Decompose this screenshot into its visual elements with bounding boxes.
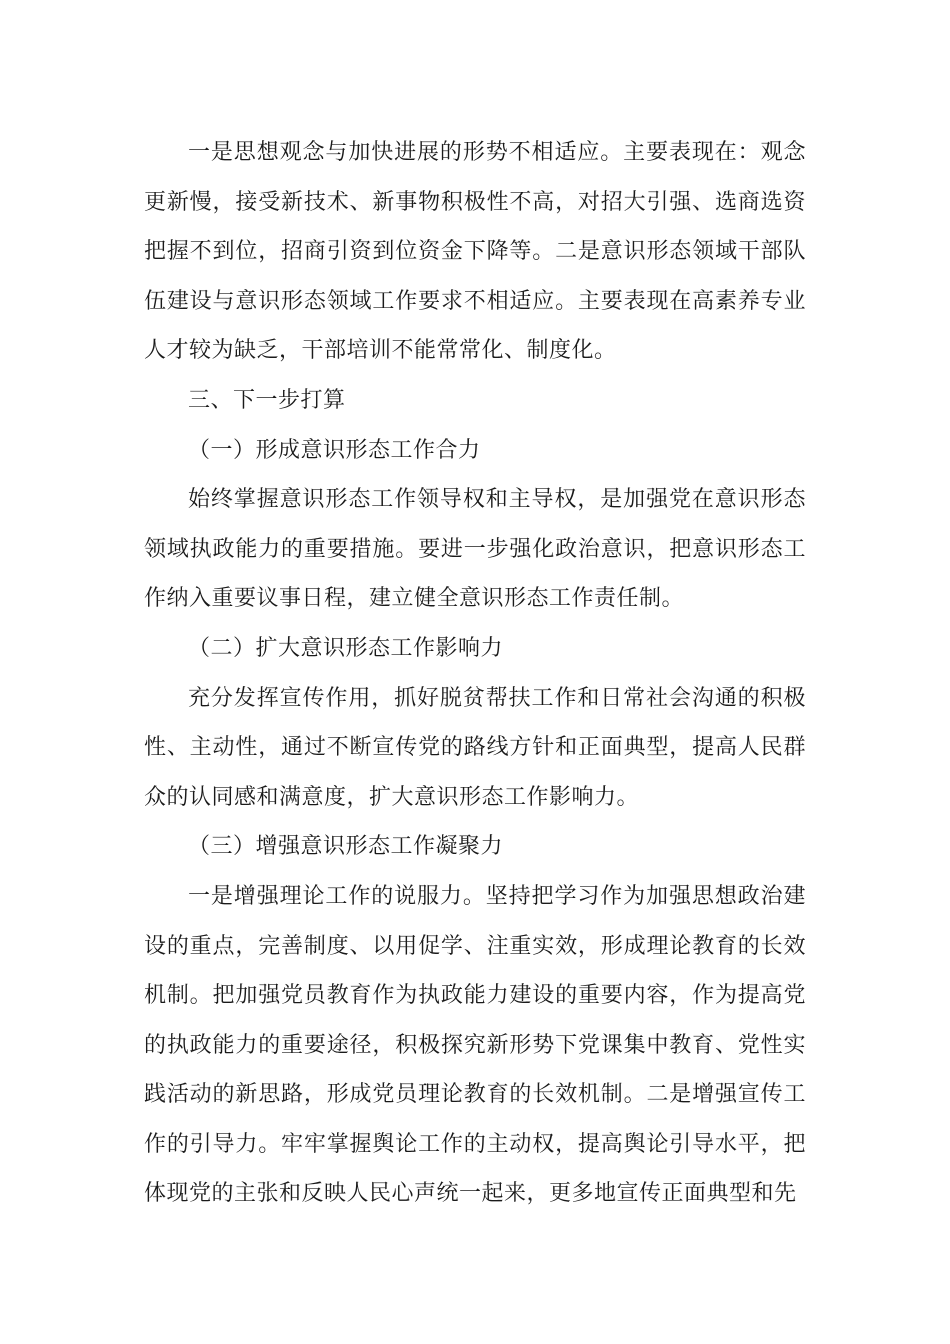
section-heading-next-steps: 三、下一步打算 [188, 387, 346, 413]
subheading-form-synergy: （一）形成意识形态工作合力 [188, 437, 481, 463]
paragraph-influence: 充分发挥宣传作用，抓好脱贫帮扶工作和日常社会沟通的积极性、主动性，通过不断宣传党的路线方针和正面典型，提高人民群众的认同感和满意度，扩大意识形态工作影响力。 [144, 685, 806, 810]
paragraph-problems: 一是思想观念与加快进展的形势不相适应。主要表现在：观念更新慢，接受新技术、新事物积极性不高，对招大引强、选商选资把握不到位，招商引资到位资金下降等。二是意识形态领域干部队伍建设与意识形态领域工作要求不相适应。主要表现在高素养专业人才较为缺乏，干部培训不能常常化、制度化。 [144, 140, 806, 364]
subheading-expand-influence: （二）扩大意识形态工作影响力 [188, 635, 504, 661]
subheading-enhance-cohesion: （三）增强意识形态工作凝聚力 [188, 834, 504, 860]
document-body [144, 128, 806, 1219]
paragraph-cohesion: 一是增强理论工作的说服力。坚持把学习作为加强思想政治建设的重点，完善制度、以用促学、注重实效，形成理论教育的长效机制。把加强党员教育作为执政能力建设的重要内容，作为提高党的执政能力的重要途径，积极探究新形势下党课集中教育、党性实践活动的新思路，形成党员理论教育的长效机制。二是增强宣传工作的引导力。牢牢掌握舆论工作的主动权，提高舆论引导水平，把体现党的主张和反映人民心声统一起来，更多地宣传正面典型和先 [144, 883, 806, 1207]
paragraph-synergy: 始终掌握意识形态工作领导权和主导权，是加强党在意识形态领域执政能力的重要措施。要进一步强化政治意识，把意识形态工作纳入重要议事日程，建立健全意识形态工作责任制。 [144, 487, 806, 612]
